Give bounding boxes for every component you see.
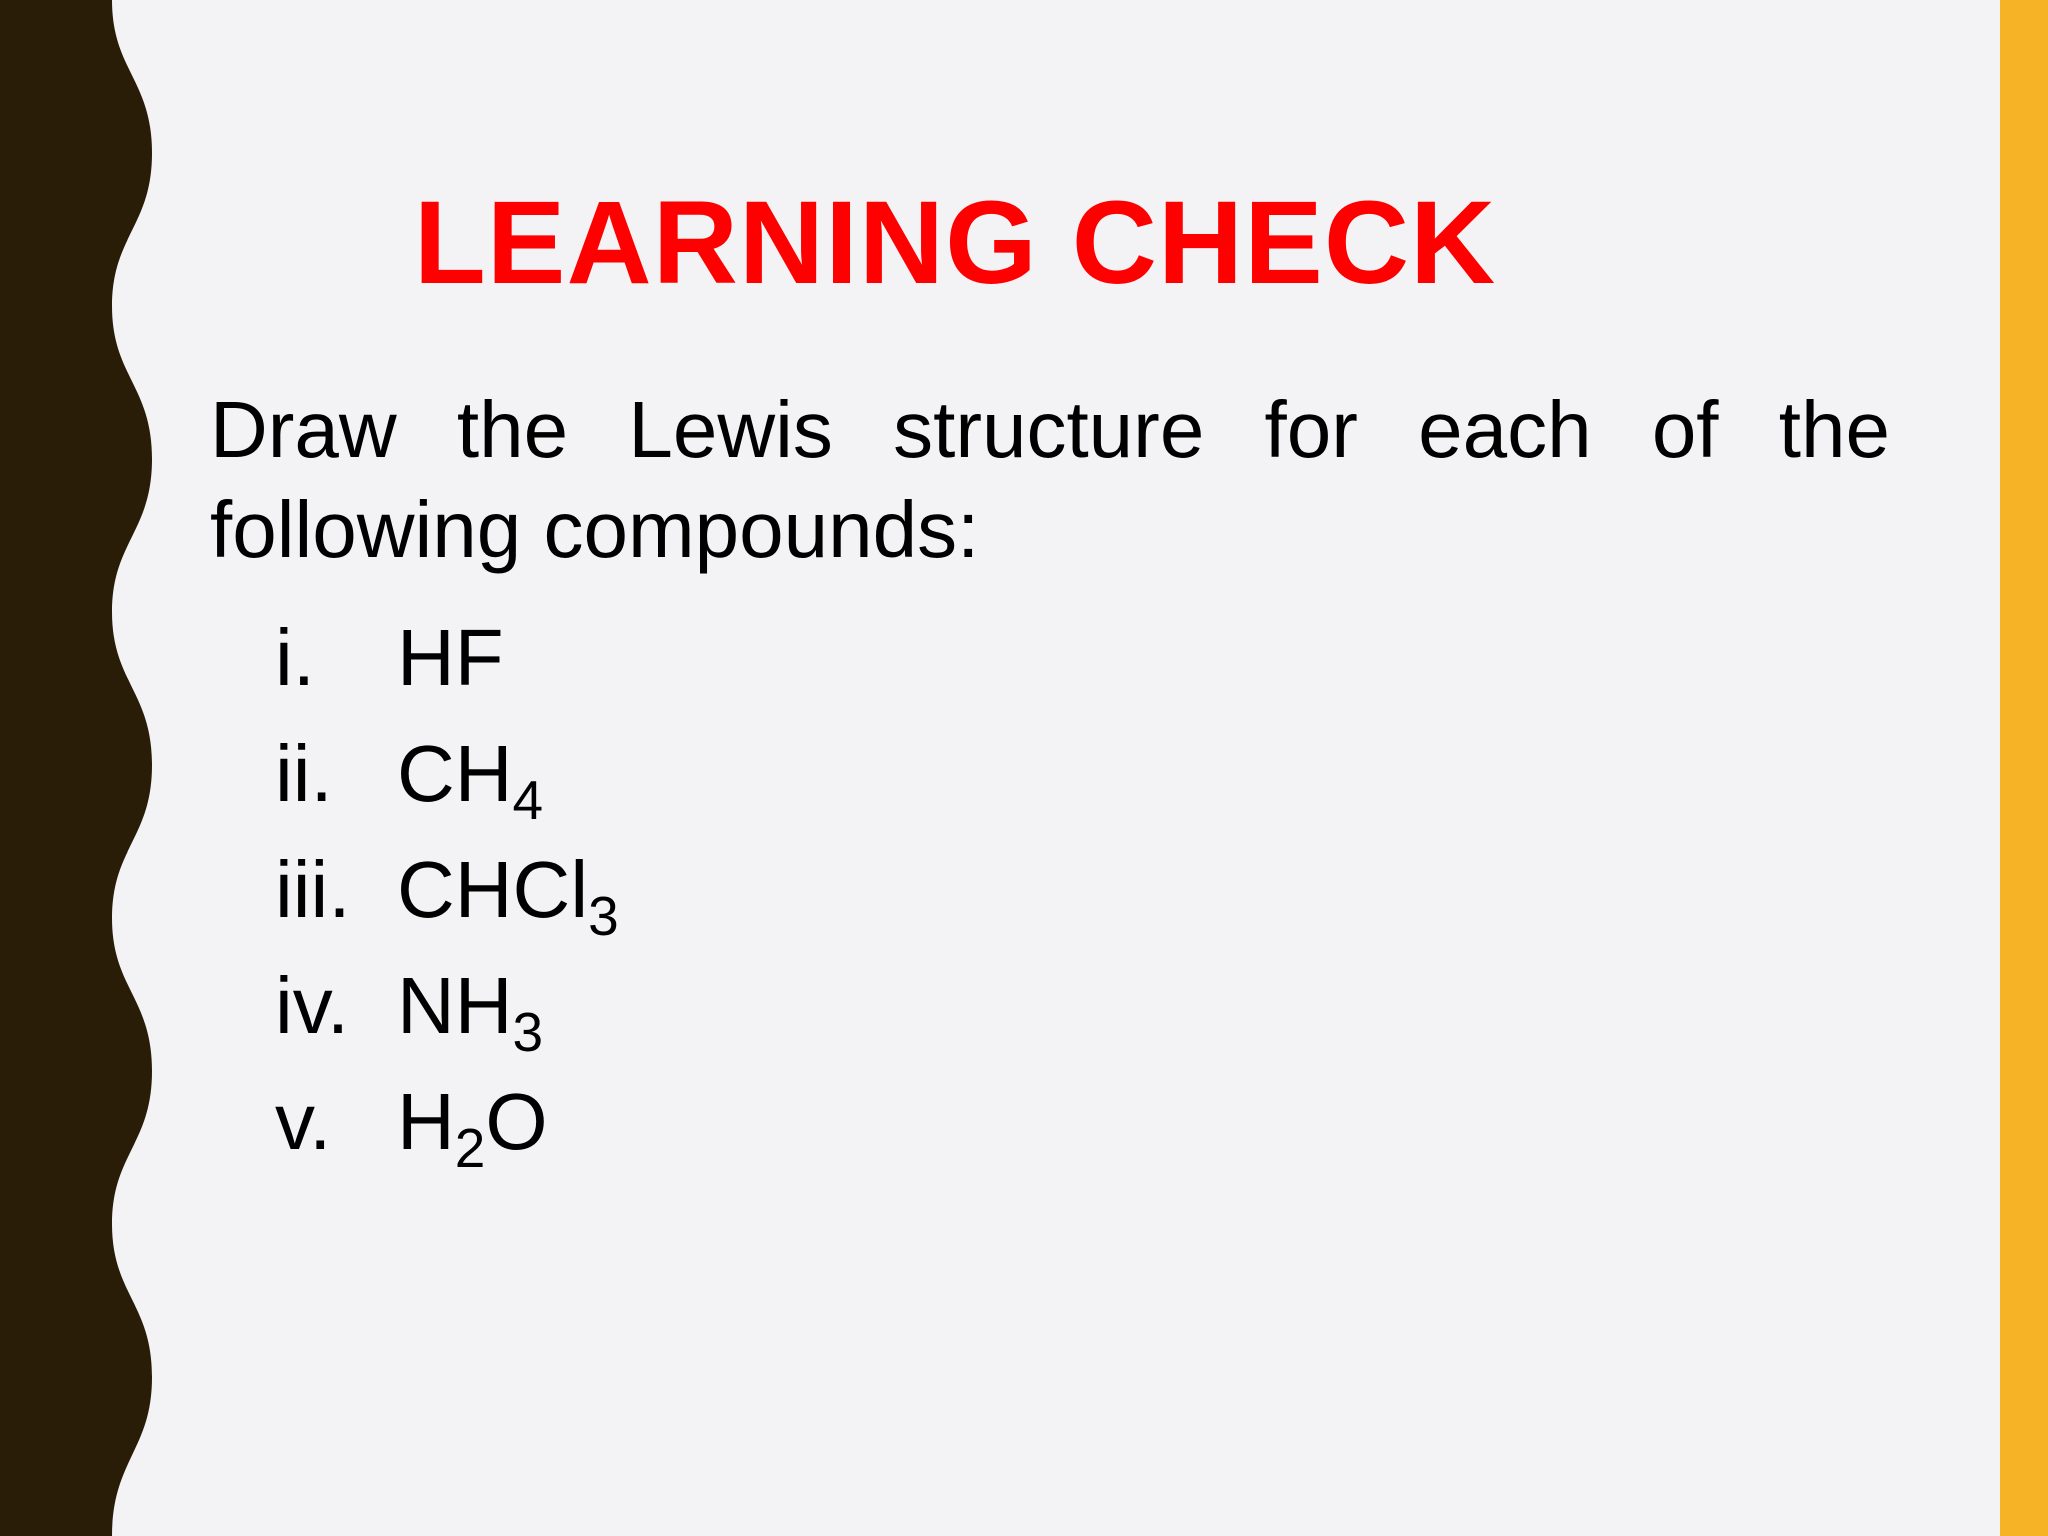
list-number: iv. bbox=[275, 961, 350, 1050]
compound-list bbox=[275, 600, 619, 1180]
chemical-formula: $H_2O$ bbox=[397, 1077, 548, 1179]
list-number: iii. bbox=[275, 845, 351, 934]
list-number: i. bbox=[275, 613, 315, 702]
list-item bbox=[275, 1064, 619, 1180]
instruction-word: Lewis bbox=[628, 385, 833, 474]
instruction-word: each bbox=[1418, 385, 1592, 474]
list-item bbox=[275, 600, 619, 716]
chemical-formula: HF bbox=[397, 613, 504, 702]
instruction-line-2: following compounds: bbox=[210, 485, 980, 574]
instruction-line-1 bbox=[210, 380, 1890, 480]
instruction-word: Draw bbox=[210, 385, 397, 474]
instruction-word: the bbox=[456, 385, 569, 474]
list-item bbox=[275, 948, 619, 1064]
list-number: ii. bbox=[275, 729, 333, 818]
instruction-word: structure bbox=[893, 385, 1205, 474]
instruction-word: for bbox=[1264, 385, 1358, 474]
chemical-formula: $NH_3$ bbox=[397, 961, 544, 1063]
slide-title: LEARNING CHECK bbox=[413, 177, 1497, 309]
chemical-formula: $CH_4$ bbox=[397, 729, 544, 831]
chemical-formula: CHCl$_3$ bbox=[397, 845, 619, 947]
list-number: v. bbox=[275, 1077, 332, 1166]
list-item bbox=[275, 832, 619, 948]
instruction-word: of bbox=[1651, 385, 1719, 474]
instruction-text bbox=[210, 380, 1890, 580]
right-accent-bar bbox=[2000, 0, 2048, 1536]
list-item bbox=[275, 716, 619, 832]
instruction-word: the bbox=[1778, 385, 1890, 474]
